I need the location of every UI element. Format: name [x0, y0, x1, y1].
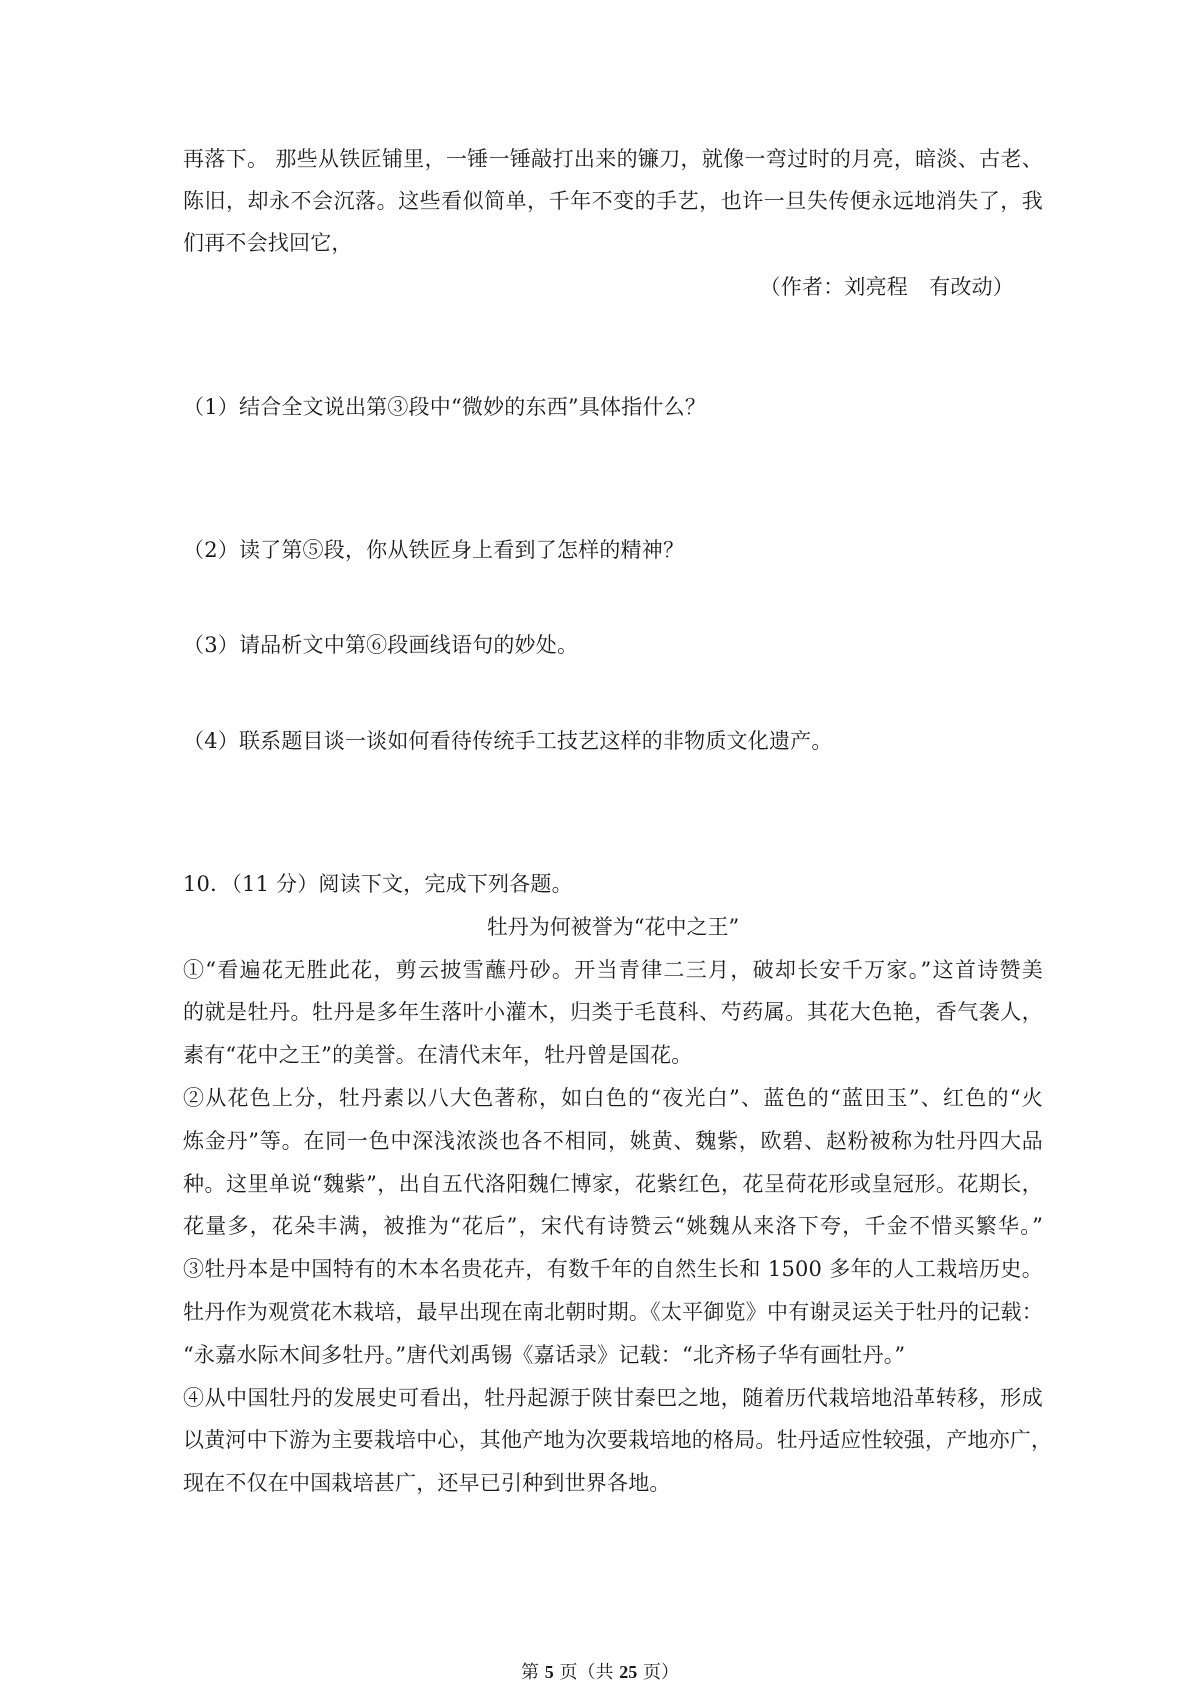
passage-line: 们再不会找回它， [183, 231, 353, 255]
article-line: “永嘉水际木间多牡丹。”唐代刘禹锡《嘉话录》记载：“北齐杨子华有画牡丹。” [183, 1343, 906, 1367]
article-line: ③牡丹本是中国特有的木本名贵花卉，有数千年的自然生长和 1500 多年的人工栽培历史。 [183, 1257, 1043, 1281]
footer-suffix: 页） [637, 1662, 679, 1683]
article-line: 的就是牡丹。牡丹是多年生落叶小灌木，归类于毛茛科、芍药属。其花大色艳，香气袭人， [183, 1000, 1043, 1024]
article-line: 牡丹作为观赏花木栽培，最早出现在南北朝时期。《太平御览》中有谢灵运关于牡丹的记载： [183, 1300, 1043, 1324]
page-footer [0, 1660, 1200, 1685]
article-line: 花量多，花朵丰满，被推为“花后”，宋代有诗赞云“姚魏从来洛下夸，千金不惜买繁华。” [183, 1214, 1043, 1238]
article-line: 炼金丹”等。在同一色中深浅浓淡也各不相同，姚黄、魏紫，欧碧、赵粉被称为牡丹四大品 [183, 1129, 1043, 1153]
article-line: 素有“花中之王”的美誉。在清代末年，牡丹曾是国花。 [183, 1043, 693, 1067]
article-title: 牡丹为何被誉为“花中之王” [486, 915, 740, 939]
footer-middle: 页（共 [553, 1662, 620, 1683]
question-4: （4）联系题目谈一谈如何看待传统手工技艺这样的非物质文化遗产。 [183, 729, 833, 753]
question-3: （3）请品析文中第⑥段画线语句的妙处。 [183, 633, 579, 657]
section-10-heading: 10．（11 分）阅读下文，完成下列各题。 [183, 872, 573, 896]
question-2: （2）读了第⑤段，你从铁匠身上看到了怎样的精神？ [183, 538, 685, 562]
article-line: ①“看遍花无胜此花，剪云披雪蘸丹砂。开当青律二三月，破却长安千万家。”这首诗赞美 [183, 958, 1043, 982]
passage-attribution: （作者：刘亮程 有改动） [759, 275, 1014, 299]
question-1: （1）结合全文说出第③段中“微妙的东西”具体指什么？ [183, 395, 707, 419]
article-line: 以黄河中下游为主要栽培中心，其他产地为次要栽培地的格局。牡丹适应性较强，产地亦广， [183, 1428, 1053, 1452]
passage-line: 再落下。 那些从铁匠铺里，一锤一锤敲打出来的镰刀，就像一弯过时的月亮，暗淡、古老、 [183, 147, 1043, 171]
footer-total-pages: 25 [619, 1662, 638, 1682]
article-line: 种。这里单说“魏紫”，出自五代洛阳魏仁博家，花紫红色，花呈荷花形或皇冠形。花期长， [183, 1172, 1043, 1196]
footer-page-number: 5 [544, 1662, 554, 1682]
article-line: ④从中国牡丹的发展史可看出，牡丹起源于陕甘秦巴之地，随着历代栽培地沿革转移，形成 [183, 1386, 1043, 1410]
article-line: ②从花色上分，牡丹素以八大色著称，如白色的“夜光白”、蓝色的“蓝田玉”、红色的“火 [183, 1086, 1043, 1110]
passage-line: 陈旧，却永不会沉落。这些看似简单，千年不变的手艺，也许一旦失传便永远地消失了，我 [183, 189, 1043, 213]
footer-prefix: 第 [521, 1662, 545, 1683]
article-line: 现在不仅在中国栽培甚广，还早已引种到世界各地。 [183, 1471, 671, 1495]
